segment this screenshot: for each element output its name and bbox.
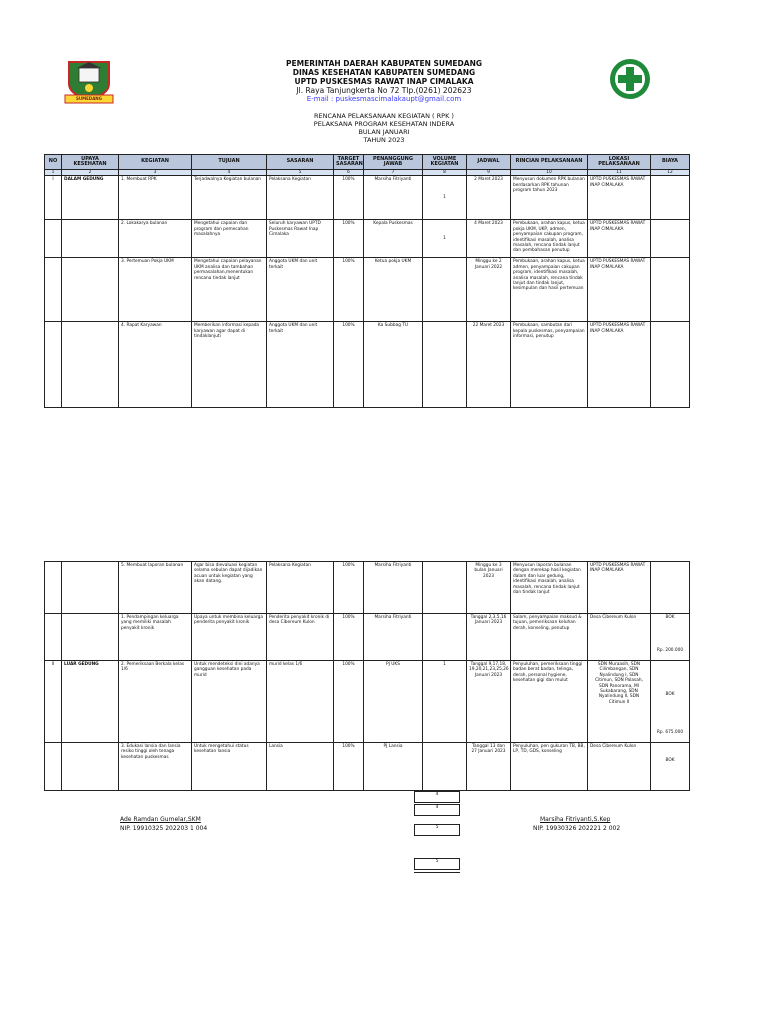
cell-jadwal: Tanggal 9,17,18, 19,20,21,23,25,26 Januari 2023 [467,661,511,743]
col-number: 5 [267,170,334,176]
col-header: LOKASI PELAKSANAAN [588,155,651,170]
cell-biaya [651,614,690,661]
logo-banner-text: SUMEDANG [76,96,102,101]
col-header: UPAYA KESEHATAN [62,155,119,170]
cell-volume [423,743,467,791]
cell-rincian: Pembukaan, arahan kapus, ketua pokja UKM, UKP, admen, penyampaian cakupan program, identifikasi masalah, analisa masalah, rencana tindak lanjut dan pembahasan penutup [511,220,588,258]
cell-sasaran: Anggota UKM dan unit terkait [267,322,334,408]
cell-pj: Ka Subbag TU [364,322,423,408]
cell-tujuan: Untuk mengetahui status kesehatan lansia [192,743,267,791]
cell-sasaran: Seluruh karyawan UPTD Puskesmas Rawat Inap Cimalaka [267,220,334,258]
cell-no [45,614,62,661]
col-header: SASARAN [267,155,334,170]
cell-target: 100% [334,176,364,220]
table-row [45,614,690,661]
doc-title-line1: RENCANA PELAKSANAAN KEGIATAN ( RPK ) [314,112,454,120]
cell-no: II [45,661,62,743]
cell-biaya [651,743,690,791]
col-number: 10 [511,170,588,176]
col-number: 12 [651,170,690,176]
cell-kegiatan: 2. Pemeriksaan Berkala kelas 1/6 [119,661,192,743]
cell-kegiatan: 1. Pendampingan keluarga yang memiliki masalah penyakit kronik [119,614,192,661]
table-row [45,661,690,743]
cell-rincian: Salam, penyampaian maksud & tujuan, pemeriksaan keluhan derah, konseling, penutup [511,614,588,661]
col-number: 6 [334,170,364,176]
biaya-amount: Rp. 200.000 [656,648,684,654]
cell-upaya: DALAM GEDUNG [62,176,119,220]
table-row [45,322,690,408]
cell-tujuan: Mengetahui capaian dan program dan pemecahan masalahnya [192,220,267,258]
cell-sasaran: Penderita penyakit kronik di desa Cibereum Kulon [267,614,334,661]
cell-no [45,743,62,791]
col-header: TARGET SASARAN [334,155,364,170]
col-number: 11 [588,170,651,176]
col-number: 9 [467,170,511,176]
rpk-table-part1 [44,154,690,408]
cell-rincian: Menyusun dokumen RPK bulanan berdasarkan RPK tahunan program tahun 2023 [511,176,588,220]
rpk-table-part2 [44,561,690,791]
cell-kegiatan: 3. Edukasi lansia dan lansia resiko tinggi oleh tenaga kesehatan puskesmas [119,743,192,791]
cell-lokasi: SDN Muraasih, SDN Cilimbangan, SDN Nyalindung I, SDN Citimun, SDN Palasah, SDN Panorama, MI Sukabarang, SDN Nyalindung II, SDN Citimun II [588,661,651,743]
cell-volume: 1 [423,220,467,258]
cell-target: 100% [334,562,364,614]
cell-kegiatan: 3. Pertemuan Pokja UKM [119,258,192,322]
cell-pj: Ketua pokja UKM [364,258,423,322]
signature-right-name: Marsiha Fitriyanti,S.Kep [540,816,611,823]
cell-volume [423,322,467,408]
header-email[interactable]: E-mail : puskesmascimalakaupt@gmail.com [306,95,462,103]
divider [414,872,460,873]
cell-no [45,220,62,258]
cell-upaya [62,258,119,322]
header-institution: UPTD PUSKESMAS RAWAT INAP CIMALAKA [294,77,474,86]
cell-jadwal: 4 Maret 2023 [467,220,511,258]
summary-cell: 4 [414,791,460,803]
cell-lokasi: UPTD PUSKESMAS RAWAT INAP CIMALAKA [588,220,651,258]
table-row [45,743,690,791]
cell-jadwal: 2 Maret 2023 [467,176,511,220]
cell-upaya: LUAR GEDUNG [62,661,119,743]
doc-title-line4: TAHUN 2023 [363,136,405,144]
col-header: VOLUME KEGIATAN [423,155,467,170]
biaya-amount: Rp. 675.000 [656,730,684,736]
biaya-source: BOK [665,758,675,763]
doc-title-line2: PELAKSANA PROGRAM KESEHATAN INDERA [313,120,455,128]
table-row [45,562,690,614]
cell-upaya [62,322,119,408]
cell-biaya [651,258,690,322]
cell-lokasi: UPTD PUSKESMAS RAWAT INAP CIMALAKA [588,562,651,614]
cell-biaya [651,220,690,258]
cell-biaya [651,562,690,614]
biaya-source: BOK [665,692,675,697]
cell-no [45,562,62,614]
cell-pj: PJ Lansia [364,743,423,791]
table-row [45,258,690,322]
col-header: KEGIATAN [119,155,192,170]
cell-pj: PJ UKS [364,661,423,743]
col-number: 4 [192,170,267,176]
summary-cell: 4 [414,804,460,816]
cell-volume: 1 [423,176,467,220]
cell-sasaran: Lansia [267,743,334,791]
signature-left-nip: NIP. 19910325 202203 1 004 [120,825,208,832]
cell-pj: Marsiha Fitriyanti [364,562,423,614]
summary-cell: 5 [414,858,460,870]
cell-jadwal: Minggu ke 2 Januari 2022 [467,258,511,322]
cell-upaya [62,743,119,791]
cell-lokasi: UPTD PUSKESMAS RAWAT INAP CIMALAKA [588,322,651,408]
col-header: PENANGGUNG JAWAB [364,155,423,170]
cell-sasaran: Pelaksana Kegiatan [267,176,334,220]
cell-sasaran: Anggota UKM dan unit terkait [267,258,334,322]
cell-volume [423,614,467,661]
cell-rincian: Pembukaan, arahan kapus, ketua admen, penyampaian cakupan program, identifikasi masalah, analisa masalah, rencana tindak lanjut dan tindak lanjut, kesimpulan dan hasil pertemuan [511,258,588,322]
cell-rincian: Penyuluhan, pemeriksaan tinggi badan berat badan, telinga, derah, personal hygiene, kesehatan gigi dan mulut [511,661,588,743]
signature-left-name: Ade Ramdan Gumelar,SKM [120,816,201,823]
cell-tujuan: Untuk mendeteksi dini adanya gangguan kesehatan pada murid [192,661,267,743]
cell-target: 100% [334,322,364,408]
col-header: BIAYA [651,155,690,170]
cell-upaya [62,614,119,661]
cell-pj: Kepala Puskesmas [364,220,423,258]
col-header: RINCIAN PELAKSANAAN [511,155,588,170]
cell-lokasi: UPTD PUSKESMAS RAWAT INAP CIMALAKA [588,176,651,220]
doc-title-line3: BULAN JANUARI [358,128,410,136]
cell-no [45,258,62,322]
header-address: Jl. Raya Tanjungkerta No 72 Tlp.(0261) 202623 [296,86,472,95]
cell-sasaran: murid kelas 1/6 [267,661,334,743]
cell-target: 100% [334,661,364,743]
col-header: TUJUAN [192,155,267,170]
col-number: 2 [62,170,119,176]
cell-tujuan: Memberikan informasi kepada karyawan agar dapat di tindaklanjuti [192,322,267,408]
cell-rincian: Penyuluhan, pen gukuran TB, BB, LP, TD, GDS, konseling [511,743,588,791]
cell-target: 100% [334,220,364,258]
cell-biaya [651,661,690,743]
cell-volume [423,562,467,614]
cell-kegiatan: 1. Membuat RPK [119,176,192,220]
col-number: 1 [45,170,62,176]
cell-kegiatan: 2. Lokakarya bulanan [119,220,192,258]
cell-volume: 1 [423,661,467,743]
cell-tujuan: Mengetahui capaian pelayanan UKM analisa dan tambahan permasalahan,menentukan rencana tindak lanjut [192,258,267,322]
cell-biaya [651,322,690,408]
col-number: 3 [119,170,192,176]
cell-jadwal: Tanggal 13 dan 27 Januari 2023 [467,743,511,791]
cell-rincian: Pembukaan, sambutan dari kepala puskesmas, penyampaian informasi, penutup [511,322,588,408]
col-header: NO [45,155,62,170]
cell-lokasi: UPTD PUSKESMAS RAWAT INAP CIMALAKA [588,258,651,322]
table-row [45,220,690,258]
table-row [45,176,690,220]
header-department: DINAS KESEHATAN KABUPATEN SUMEDANG [292,68,476,77]
cell-jadwal: Tanggal 2,3,5,16 Januari 2023 [467,614,511,661]
cell-biaya [651,176,690,220]
cell-no: I [45,176,62,220]
cell-tujuan: Upaya untuk membina keluarga penderita penyakit kronik [192,614,267,661]
cell-jadwal: Minggu ke 3 bulan Januari 2023 [467,562,511,614]
cell-upaya [62,220,119,258]
cell-target: 100% [334,743,364,791]
cell-volume [423,258,467,322]
cell-tujuan: Terjadwalnya Kegiatan bulanan [192,176,267,220]
cell-upaya [62,562,119,614]
biaya-source: BOK [665,615,675,620]
cell-pj: Marsiha Fitriyanti [364,614,423,661]
col-header: JADWAL [467,155,511,170]
cell-lokasi: Desa Cibereum Kulon [588,743,651,791]
cell-kegiatan: 4. Rapat Karyawan [119,322,192,408]
summary-cell: 5 [414,824,460,836]
cell-no [45,322,62,408]
signature-right-nip: NIP. 19930326 202221 2 002 [533,825,621,832]
cell-tujuan: Agar bisa dievaluasi kegiatan selama sebulan dapat dijadikan acuan untuk kegiatan yang akan datang. [192,562,267,614]
col-number: 7 [364,170,423,176]
cell-rincian: Menyusun laporan bulanan dengan merekap hasil kegiatan dalam dan luar gedung, identifikasi masalah, analisa masalah, rencana tindak lanjut dan tindak lanjut [511,562,588,614]
cell-target: 100% [334,614,364,661]
cell-lokasi: Desa Cibereum Kulon [588,614,651,661]
cell-sasaran: Pelaksana Kegiatan [267,562,334,614]
cell-pj: Marsiha Fitriyanti [364,176,423,220]
header-government: PEMERINTAH DAERAH KABUPATEN SUMEDANG [285,59,483,68]
cell-target: 100% [334,258,364,322]
cell-jadwal: 22 Maret 2023 [467,322,511,408]
cell-kegiatan: 5. Membuat laporan bulanan [119,562,192,614]
col-number: 8 [423,170,467,176]
